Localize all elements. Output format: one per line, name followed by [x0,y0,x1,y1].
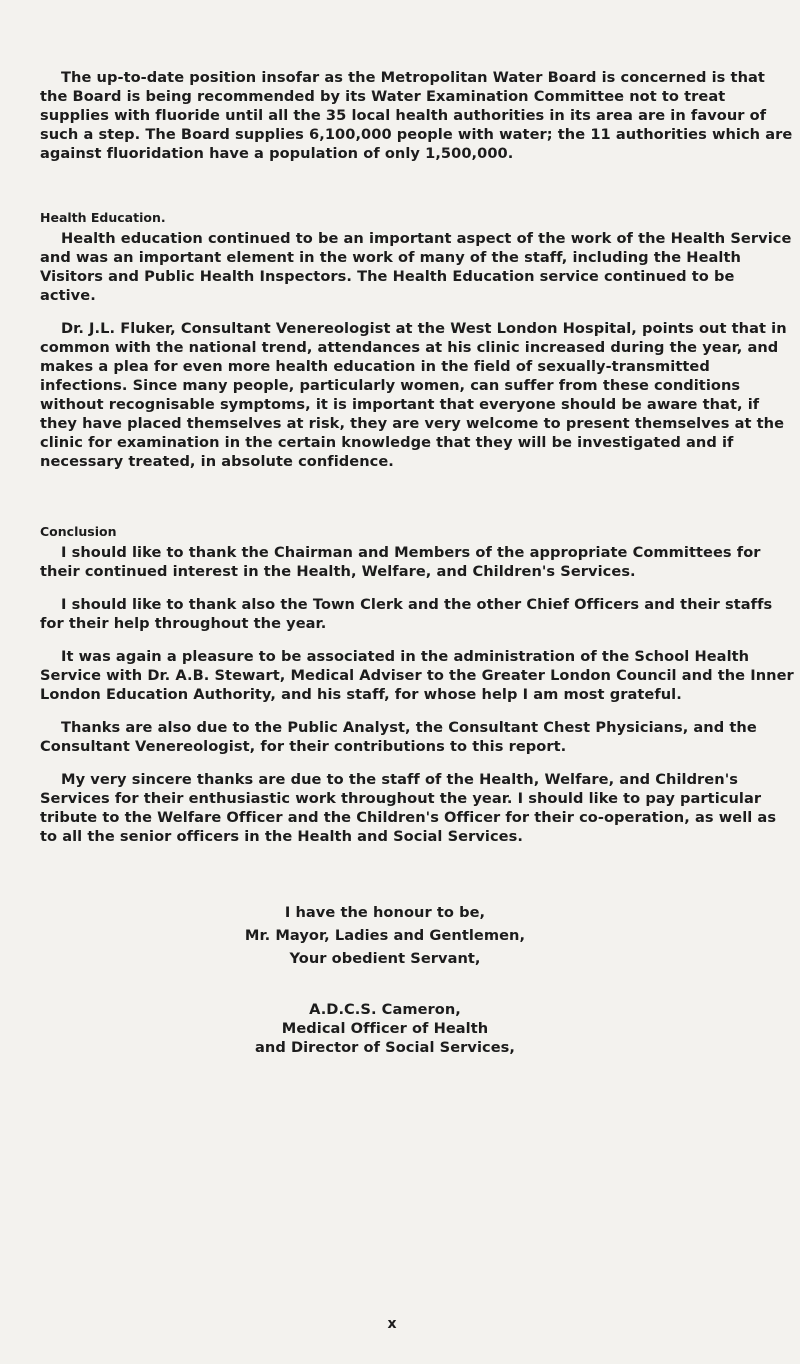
signature-block [40,1000,730,1057]
conclusion-paragraph-2: I should like to thank also the Town Clerk and the other Chief Officers and their staffs for their help throughout the year. [40,596,773,632]
conclusion-paragraph-5: My very sincere thanks are due to the staff of the Health, Welfare, and Children's Services for their enthusiastic work throughout the year. I should like to pay particular tribute to the Welfare Officer and the Children's Officer for their co-operation, as well as to all the senior officers in the Health and Social Services. [40,771,777,845]
sign-off-block [40,901,730,970]
conclusion-paragraph-1: I should like to thank the Chairman and Members of the appropriate Committees for their continued interest in the Health, Welfare, and Children's Services. [40,544,761,580]
signature-title-1: Medical Officer of Health [281,1020,489,1037]
sign-off-line-1: I have the honour to be, [284,904,486,921]
page-number: x [387,1316,397,1332]
health-education-heading: Health Education. [40,210,166,225]
document-page [40,68,794,1057]
intro-paragraph: The up-to-date position insofar as the Metropolitan Water Board is concerned is that the Board is being recommended by its Water Examination Committee not to treat supplies with fluoride until all the 35 local health authorities in its area are in favour of such a step. The Board supplies 6,100,000 people with water; the 11 authorities which are against fluoridation have a population of only 1,500,000. [40,69,793,162]
conclusion-heading: Conclusion [40,524,117,539]
health-education-paragraph-2: Dr. J.L. Fluker, Consultant Venereologist at the West London Hospital, points out that in common with the national trend, attendances at his clinic increased during the year, and makes a plea for even more health education in the field of sexually-transmitted infections. Since many people, particularly women, can suffer from these conditions without recognisable symptoms, it is important that everyone should be aware that, if they have placed themselves at risk, they are very welcome to present themselves at the clinic for examination in the certain knowledge that they will be investigated and if necessary treated, in absolute confidence. [40,320,787,470]
health-education-paragraph-1: Health education continued to be an important aspect of the work of the Health Service and was an important element in the work of many of the staff, including the Health Visitors and Public Health Inspectors. The Health Education service continued to be active. [40,230,792,304]
signature-title-2: and Director of Social Services, [255,1039,515,1056]
sign-off-line-2: Mr. Mayor, Ladies and Gentlemen, [244,927,526,944]
sign-off-line-3: Your obedient Servant, [289,950,481,967]
conclusion-paragraph-4: Thanks are also due to the Public Analyst, the Consultant Chest Physicians, and the Consultant Venereologist, for their contributions to this report. [40,719,757,755]
signature-name: A.D.C.S. Cameron, [309,1001,461,1018]
conclusion-paragraph-3: It was again a pleasure to be associated in the administration of the School Health Service with Dr. A.B. Stewart, Medical Adviser to the Greater London Council and the Inner London Education Authority, and his staff, for whose help I am most grateful. [40,648,794,703]
